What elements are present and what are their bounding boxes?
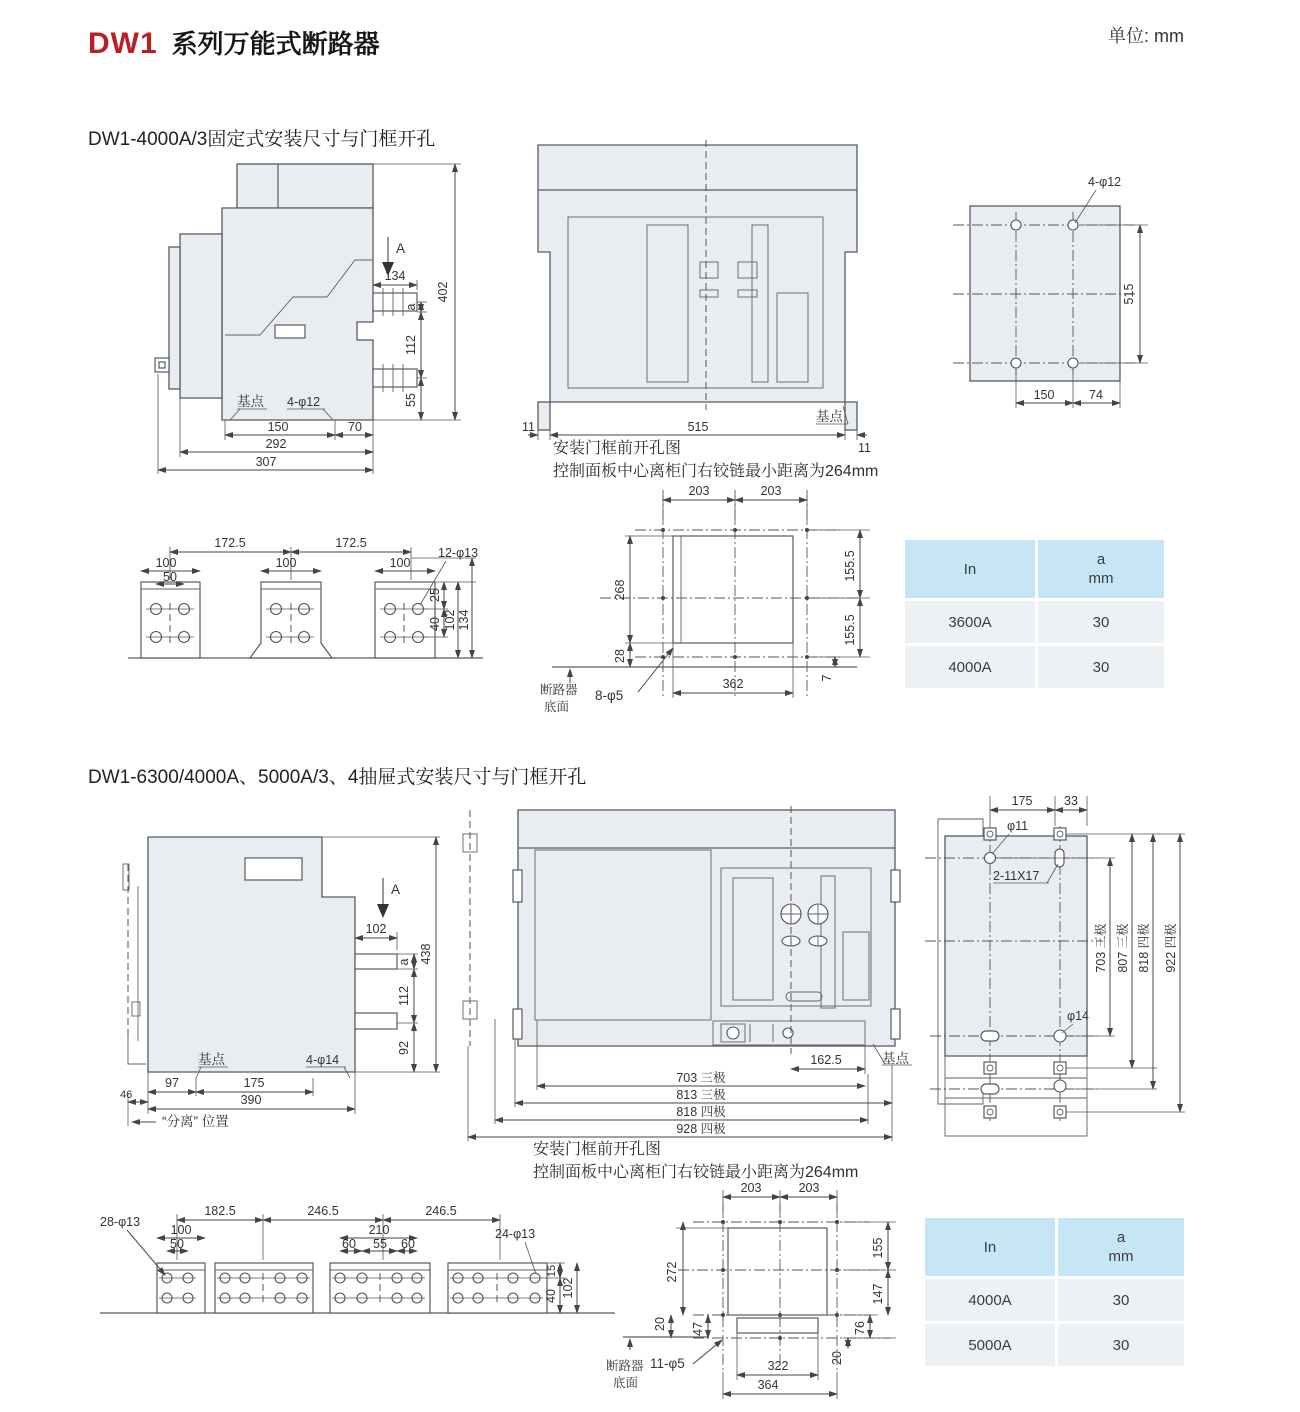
section1-heading: DW1-4000A/3固定式安装尺寸与门框开孔 [88,129,436,150]
fig-drawer-front-view [458,806,920,1151]
dim-label: A [396,241,406,256]
caption-line1: 安装门框前开孔图 [533,1141,662,1158]
dim-label: 11 [858,441,871,455]
header-text: mm [1108,1248,1134,1265]
datum-label: 基点 [882,1051,909,1066]
dim-label: 155.5 [843,614,857,646]
dim-label: 20 [830,1351,844,1365]
section2-heading: DW1-6300/4000A、5000A/3、4抽屉式安装尺寸与门框开孔 [88,767,587,788]
fig-drawer-door-cutout [598,1172,933,1412]
dim-label: φ14 [1067,1009,1090,1023]
dim-label: 703 三极 [676,1071,726,1085]
dim-label: 4-φ12 [1088,175,1122,189]
cell-a: 30 [1058,1324,1184,1366]
dim-label: 175 [243,1076,265,1090]
dim-label: A [391,882,401,897]
dim-label: 134 [384,269,406,283]
dim-label: 175 [1011,794,1033,808]
dim-label: 4-φ12 [287,395,321,409]
caption-line1: 安装门框前开孔图 [553,440,682,457]
dim-label: a [404,303,418,311]
dim-label: 2-11X17 [993,869,1040,883]
table-header-a [1038,540,1164,598]
dim-label: 60 [401,1237,415,1251]
dim-label: 92 [397,1041,411,1055]
cell-in: 4000A [925,1279,1055,1321]
dim-label: 515 [687,420,709,434]
dim-label: 390 [240,1093,262,1107]
fig-drawer-busbars [95,1198,620,1348]
dim-label: 364 [757,1378,779,1392]
bottom-face-label: 断路器 [540,683,578,697]
table-drawer-a-values [925,1218,1184,1366]
fig-fixed-door-cutout [540,478,905,740]
dim-label: 25 [428,588,442,602]
dim-label: 268 [613,579,627,601]
caption-line2: 控制面板中心离柜门右铰链最小距离为264mm [533,1164,859,1181]
dim-label: 100 [170,1223,192,1237]
header-text: mm [1088,570,1114,587]
cell-in: 4000A [905,646,1035,688]
dim-label: 40 [544,1289,558,1303]
dim-label: 24-φ13 [495,1227,536,1241]
dim-label: 50 [163,570,177,584]
dim-label: a [397,958,411,966]
dim-label: 362 [722,677,744,691]
dim-label: 813 三极 [676,1088,726,1102]
dim-label: 172.5 [214,536,246,550]
dim-label: 11-φ5 [650,1356,685,1371]
dim-label: 100 [275,556,297,570]
position-label: “分离” 位置 [162,1114,229,1129]
dim-label: 55 [373,1237,387,1251]
dim-label: 438 [419,943,433,965]
dim-label: 100 [389,556,411,570]
dim-label: 147 [871,1283,885,1305]
dim-label: 12-φ13 [438,546,479,560]
dim-label: 46 [120,1089,133,1101]
header-text: a [1096,551,1106,568]
dim-label: 76 [853,1321,867,1335]
dim-label: 203 [760,484,782,498]
fig-fixed-front-view [520,140,875,460]
dim-label: 172.5 [335,536,367,550]
dim-label: 246.5 [425,1204,457,1218]
datum-label: 基点 [237,394,264,409]
dim-label: 272 [665,1261,679,1283]
table-header-in [905,540,1035,598]
cell-a: 30 [1038,601,1164,643]
fig-drawer-hole-plate [925,786,1197,1148]
dim-label: 7 [820,674,834,682]
dim-label: 4-φ14 [306,1053,340,1067]
dim-label: 807 三极 [1116,923,1130,973]
dim-label: 162.5 [810,1053,842,1067]
dim-label: 322 [767,1359,789,1373]
page-title: 系列万能式断路器 [171,29,380,59]
table-row [905,646,1164,688]
dim-label: 150 [267,420,289,434]
dim-label: 112 [404,335,418,355]
page-header [88,24,380,61]
dim-label: 292 [265,437,287,451]
dim-label: 70 [348,420,362,434]
dim-label: 28-φ13 [100,1215,141,1229]
cell-in: 3600A [905,601,1035,643]
fig-drawer-side-view [118,826,473,1138]
dim-label: 515 [1122,283,1136,305]
dim-label: 47 [691,1322,705,1336]
unit-label: 单位: mm [1108,26,1184,46]
table-fixed-a-values [905,540,1164,688]
dim-label: 20 [653,1317,667,1331]
dim-label: 134 [457,609,471,631]
table-header-a [1058,1218,1184,1276]
dim-label: 55 [404,393,418,407]
fig1-caption [553,437,878,483]
dim-label: 40 [428,617,442,631]
bottom-face-label: 断路器 [606,1359,644,1373]
dim-label: 100 [155,556,177,570]
dim-label: 50 [170,1237,184,1251]
fig-fixed-hole-plate [948,168,1203,423]
table-header-in [925,1218,1055,1276]
dim-label: 818 四极 [676,1105,726,1119]
bottom-face-label: 底面 [544,700,570,714]
dim-label: 402 [436,281,450,303]
dim-label: 102 [561,1277,575,1299]
datum-label: 基点 [816,409,843,424]
dim-label: 97 [165,1076,179,1090]
table-row [925,1324,1184,1366]
dim-label: 210 [368,1223,390,1237]
dim-label: 922 四极 [1164,923,1178,973]
dim-label: 246.5 [307,1204,339,1218]
dim-label: 182.5 [204,1204,236,1218]
dim-label: 928 四极 [676,1122,726,1136]
dim-label: 11 [522,420,535,434]
header-text: In [963,560,977,578]
brand-label: DW1 [88,27,158,60]
dim-label: 102 [365,922,387,936]
caption-line2: 控制面板中心离柜门右铰链最小距离为264mm [553,463,879,480]
table-row [925,1279,1184,1321]
bottom-face-label: 底面 [613,1376,639,1390]
fig-fixed-side-view [145,152,485,484]
dim-label: 818 四极 [1137,923,1151,973]
dim-label: 150 [1033,388,1055,402]
dim-label: 15 [546,1264,558,1278]
dim-label: 74 [1089,388,1103,402]
cell-in: 5000A [925,1324,1055,1366]
dim-label: 112 [397,986,411,1006]
dim-label: 203 [740,1181,762,1195]
dim-label: 8-φ5 [595,688,624,703]
header-text: In [983,1238,997,1256]
datum-label: 基点 [198,1052,225,1067]
fig-fixed-busbars [128,525,488,710]
dim-label: 102 [443,609,457,631]
table-row [905,601,1164,643]
dim-label: 203 [688,484,710,498]
dim-label: 33 [1064,794,1078,808]
dim-label: 203 [798,1181,820,1195]
dim-label: φ11 [1007,819,1029,833]
dim-label: 28 [613,649,627,663]
dim-label: 155.5 [843,550,857,582]
dim-label: 155 [871,1237,885,1259]
dim-label: 60 [342,1237,356,1251]
cell-a: 30 [1058,1279,1184,1321]
cell-a: 30 [1038,646,1164,688]
header-text: a [1116,1229,1126,1246]
dim-label: 307 [255,455,277,469]
dim-label: 703 三极 [1094,923,1108,973]
